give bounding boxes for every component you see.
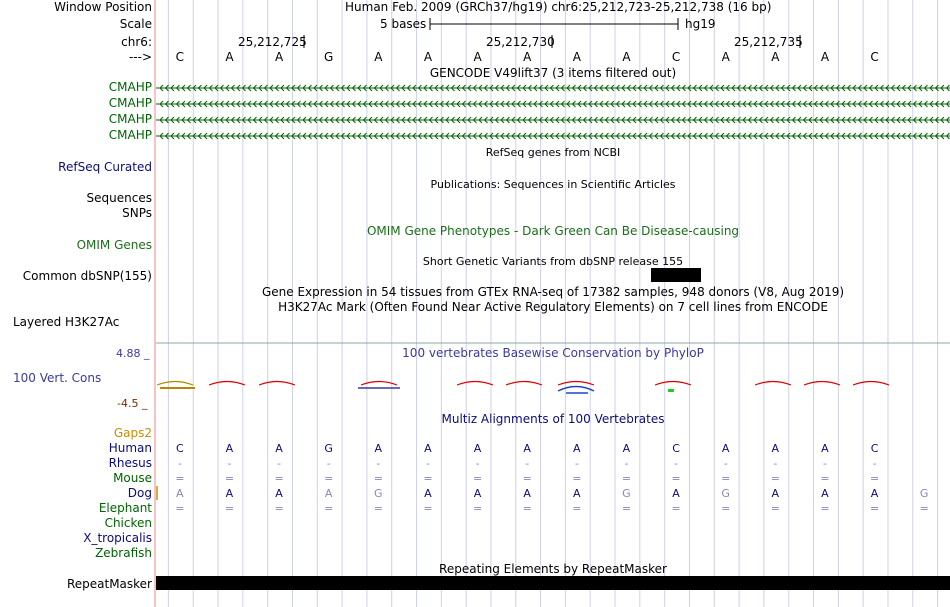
conservation-wiggle	[209, 382, 245, 386]
conservation-wiggle	[755, 382, 791, 386]
refseq-title: RefSeq genes from NCBI	[485, 146, 621, 159]
sequence-base: C	[870, 50, 879, 64]
gencode-item-1[interactable]: CMAHP	[108, 80, 152, 94]
repeat-title: Repeating Elements by RepeatMasker	[439, 562, 667, 576]
alignment-base: -	[723, 457, 728, 470]
h3k27ac-label[interactable]: Layered H3K27Ac	[13, 315, 120, 329]
alignment-base: =	[274, 472, 284, 485]
publications-title: Publications: Sequences in Scientific Articles	[430, 178, 676, 191]
gencode-item-4[interactable]: CMAHP	[108, 128, 152, 142]
alignment-base: A	[424, 487, 432, 500]
omim-label[interactable]: OMIM Genes	[76, 238, 152, 252]
alignment-base: A	[622, 442, 631, 455]
alignment-base: =	[423, 472, 433, 485]
dbsnp-title: Short Genetic Variants from dbSNP release 155	[422, 255, 684, 268]
alignment-base: G	[324, 442, 333, 455]
alignment-base: =	[919, 502, 929, 515]
repeat-label[interactable]: RepeatMasker	[66, 577, 152, 591]
alignment-base: =	[324, 502, 334, 515]
alignment-base: -	[525, 457, 530, 470]
multiz-title: Multiz Alignments of 100 Vertebrates	[441, 412, 665, 426]
alignment-base: A	[473, 442, 482, 455]
alignment-base: -	[475, 457, 480, 470]
alignment-base: G	[622, 487, 631, 500]
alignment-base: A	[424, 442, 432, 455]
alignment-base: -	[822, 457, 827, 470]
sequence-base: A	[771, 50, 780, 64]
snps-label[interactable]: SNPs	[122, 206, 152, 220]
sequence-base: A	[423, 50, 433, 64]
alignment-base: =	[820, 502, 830, 515]
alignment-base: =	[572, 472, 582, 485]
alignment-base: -	[674, 457, 679, 470]
h3k27ac-title: H3K27Ac Mark (Often Found Near Active Regulatory Elements) on 7 cell lines from ENCODE	[278, 300, 828, 314]
cons-max-label: 4.88 _	[116, 347, 150, 360]
sequence-base: A	[820, 50, 830, 64]
alignment-base: C	[870, 442, 879, 455]
gencode-item-2[interactable]: CMAHP	[108, 96, 152, 110]
alignment-base: =	[671, 502, 681, 515]
sequence-base: A	[225, 50, 234, 64]
gencode-title: GENCODE V49lift37 (3 items filtered out)	[429, 66, 677, 80]
conservation-wiggle	[655, 382, 691, 386]
cons-min-label: -4.5 _	[117, 397, 148, 410]
alignment-base: A	[523, 442, 531, 455]
species-label[interactable]: Rhesus	[108, 456, 152, 470]
alignment-base: A	[821, 487, 829, 500]
dbsnp-label[interactable]: Common dbSNP(155)	[22, 269, 152, 283]
alignment-base: =	[175, 502, 185, 515]
conservation-wiggle	[259, 382, 295, 386]
alignment-base: -	[872, 457, 877, 470]
species-label[interactable]: Chicken	[104, 516, 152, 530]
scale-text: 5 bases	[380, 17, 427, 31]
tick-label-2: 25,212,730	[486, 35, 555, 49]
alignment-base: =	[472, 472, 483, 485]
alignment-base: =	[572, 502, 582, 515]
alignment-base: A	[721, 442, 730, 455]
alignment-base: =	[621, 472, 632, 485]
sequence-base: A	[473, 50, 482, 64]
sequence-base: C	[175, 50, 184, 64]
strand-arrow-label: --->	[128, 50, 152, 64]
conservation-wiggle-negative	[558, 387, 594, 392]
alignment-base: A	[523, 487, 531, 500]
omim-title: OMIM Gene Phenotypes - Dark Green Can Be Disease-causing	[366, 224, 740, 238]
species-label[interactable]: Zebrafish	[95, 546, 152, 560]
alignment-base: A	[176, 487, 184, 500]
alignment-base: =	[721, 472, 731, 485]
conservation-wiggle	[558, 382, 594, 386]
alignment-base: =	[820, 472, 830, 485]
alignment-base: -	[376, 457, 381, 470]
alignment-base: =	[522, 472, 532, 485]
alignment-base: A	[225, 442, 234, 455]
alignment-base: -	[574, 457, 579, 470]
conservation-wiggle	[361, 382, 397, 386]
gencode-item-3[interactable]: CMAHP	[108, 112, 152, 126]
alignment-base: A	[771, 487, 780, 500]
alignment-base: -	[277, 457, 282, 470]
gaps-label[interactable]: Gaps2	[113, 426, 152, 440]
alignment-base: -	[773, 457, 778, 470]
conservation-wiggle	[457, 382, 493, 386]
conservation-wiggle	[804, 382, 840, 386]
alignment-base: -	[326, 457, 331, 470]
alignment-base: A	[374, 442, 383, 455]
alignment-base: A	[473, 487, 482, 500]
sequence-base: A	[721, 50, 730, 64]
alignment-base: =	[472, 502, 483, 515]
sequence-base: A	[274, 50, 284, 64]
alignment-base: =	[621, 502, 632, 515]
conservation-marker	[668, 389, 674, 392]
gtex-title: Gene Expression in 54 tissues from GTEx RNA-seq of 17382 samples, 948 donors (V8, Aug 2019)	[261, 285, 845, 299]
sequences-label[interactable]: Sequences	[86, 191, 152, 205]
alignment-base: -	[425, 457, 430, 470]
sequence-base: A	[523, 50, 532, 64]
alignment-base: A	[573, 442, 581, 455]
scale-db: hg19	[685, 17, 716, 31]
alignment-base: -	[227, 457, 232, 470]
species-label[interactable]: Human	[108, 441, 152, 455]
alignment-base: G	[374, 487, 383, 500]
conservation-wiggle	[506, 382, 542, 386]
assembly-title: Human Feb. 2009 (GRCh37/hg19) chr6:25,212,723-25,212,738 (16 bp)	[345, 0, 772, 14]
alignment-base: =	[522, 502, 532, 515]
species-label[interactable]: Mouse	[113, 471, 152, 485]
alignment-base: A	[324, 487, 333, 500]
scale-label: Scale	[119, 17, 152, 31]
alignment-base: C	[672, 442, 680, 455]
chrom-label: chr6:	[121, 35, 152, 49]
alignment-base: =	[224, 502, 235, 515]
sequence-base: A	[572, 50, 581, 64]
alignment-base: A	[870, 487, 879, 500]
sequence-base: G	[324, 50, 334, 64]
window-position-label: Window Position	[54, 0, 152, 14]
alignment-base: -	[177, 457, 182, 470]
sequence-base: C	[671, 50, 681, 64]
species-label[interactable]: X_tropicalis	[83, 531, 152, 545]
cons-title: 100 vertebrates Basewise Conservation by PhyloP	[402, 346, 704, 360]
alignment-base: A	[771, 442, 780, 455]
alignment-base: A	[225, 487, 234, 500]
sequence-base: A	[622, 50, 631, 64]
alignment-base: A	[573, 487, 581, 500]
refseq-label[interactable]: RefSeq Curated	[58, 160, 152, 174]
alignment-base: =	[770, 472, 780, 485]
conservation-wiggle	[157, 382, 193, 386]
tick-label-3: 25,212,735	[734, 35, 803, 49]
dbsnp-variant-block	[651, 268, 701, 282]
conservation-wiggle	[853, 382, 889, 386]
alignment-base: =	[274, 502, 284, 515]
alignment-base: A	[275, 487, 283, 500]
alignment-base: A	[275, 442, 283, 455]
repeatmasker-bar	[156, 576, 950, 590]
alignment-base: G	[919, 487, 929, 500]
alignment-base: =	[373, 502, 383, 515]
alignment-base: =	[869, 502, 880, 515]
alignment-base: A	[821, 442, 829, 455]
alignment-base: =	[869, 472, 880, 485]
alignment-base: G	[721, 487, 730, 500]
alignment-base: C	[175, 442, 184, 455]
alignment-base: =	[175, 472, 185, 485]
alignment-base: =	[224, 472, 235, 485]
species-label[interactable]: Dog	[127, 486, 152, 500]
alignment-base: =	[324, 472, 334, 485]
alignment-base: =	[721, 502, 731, 515]
alignment-base: =	[770, 502, 780, 515]
species-label[interactable]: Elephant	[98, 501, 152, 515]
alignment-base: =	[671, 472, 681, 485]
alignment-base: =	[423, 502, 433, 515]
cons-label[interactable]: 100 Vert. Cons	[13, 371, 102, 385]
sequence-base: A	[374, 50, 383, 64]
alignment-base: =	[373, 472, 383, 485]
tick-label-1: 25,212,725	[238, 35, 307, 49]
alignment-base: A	[672, 487, 680, 500]
alignment-base: -	[624, 457, 629, 470]
